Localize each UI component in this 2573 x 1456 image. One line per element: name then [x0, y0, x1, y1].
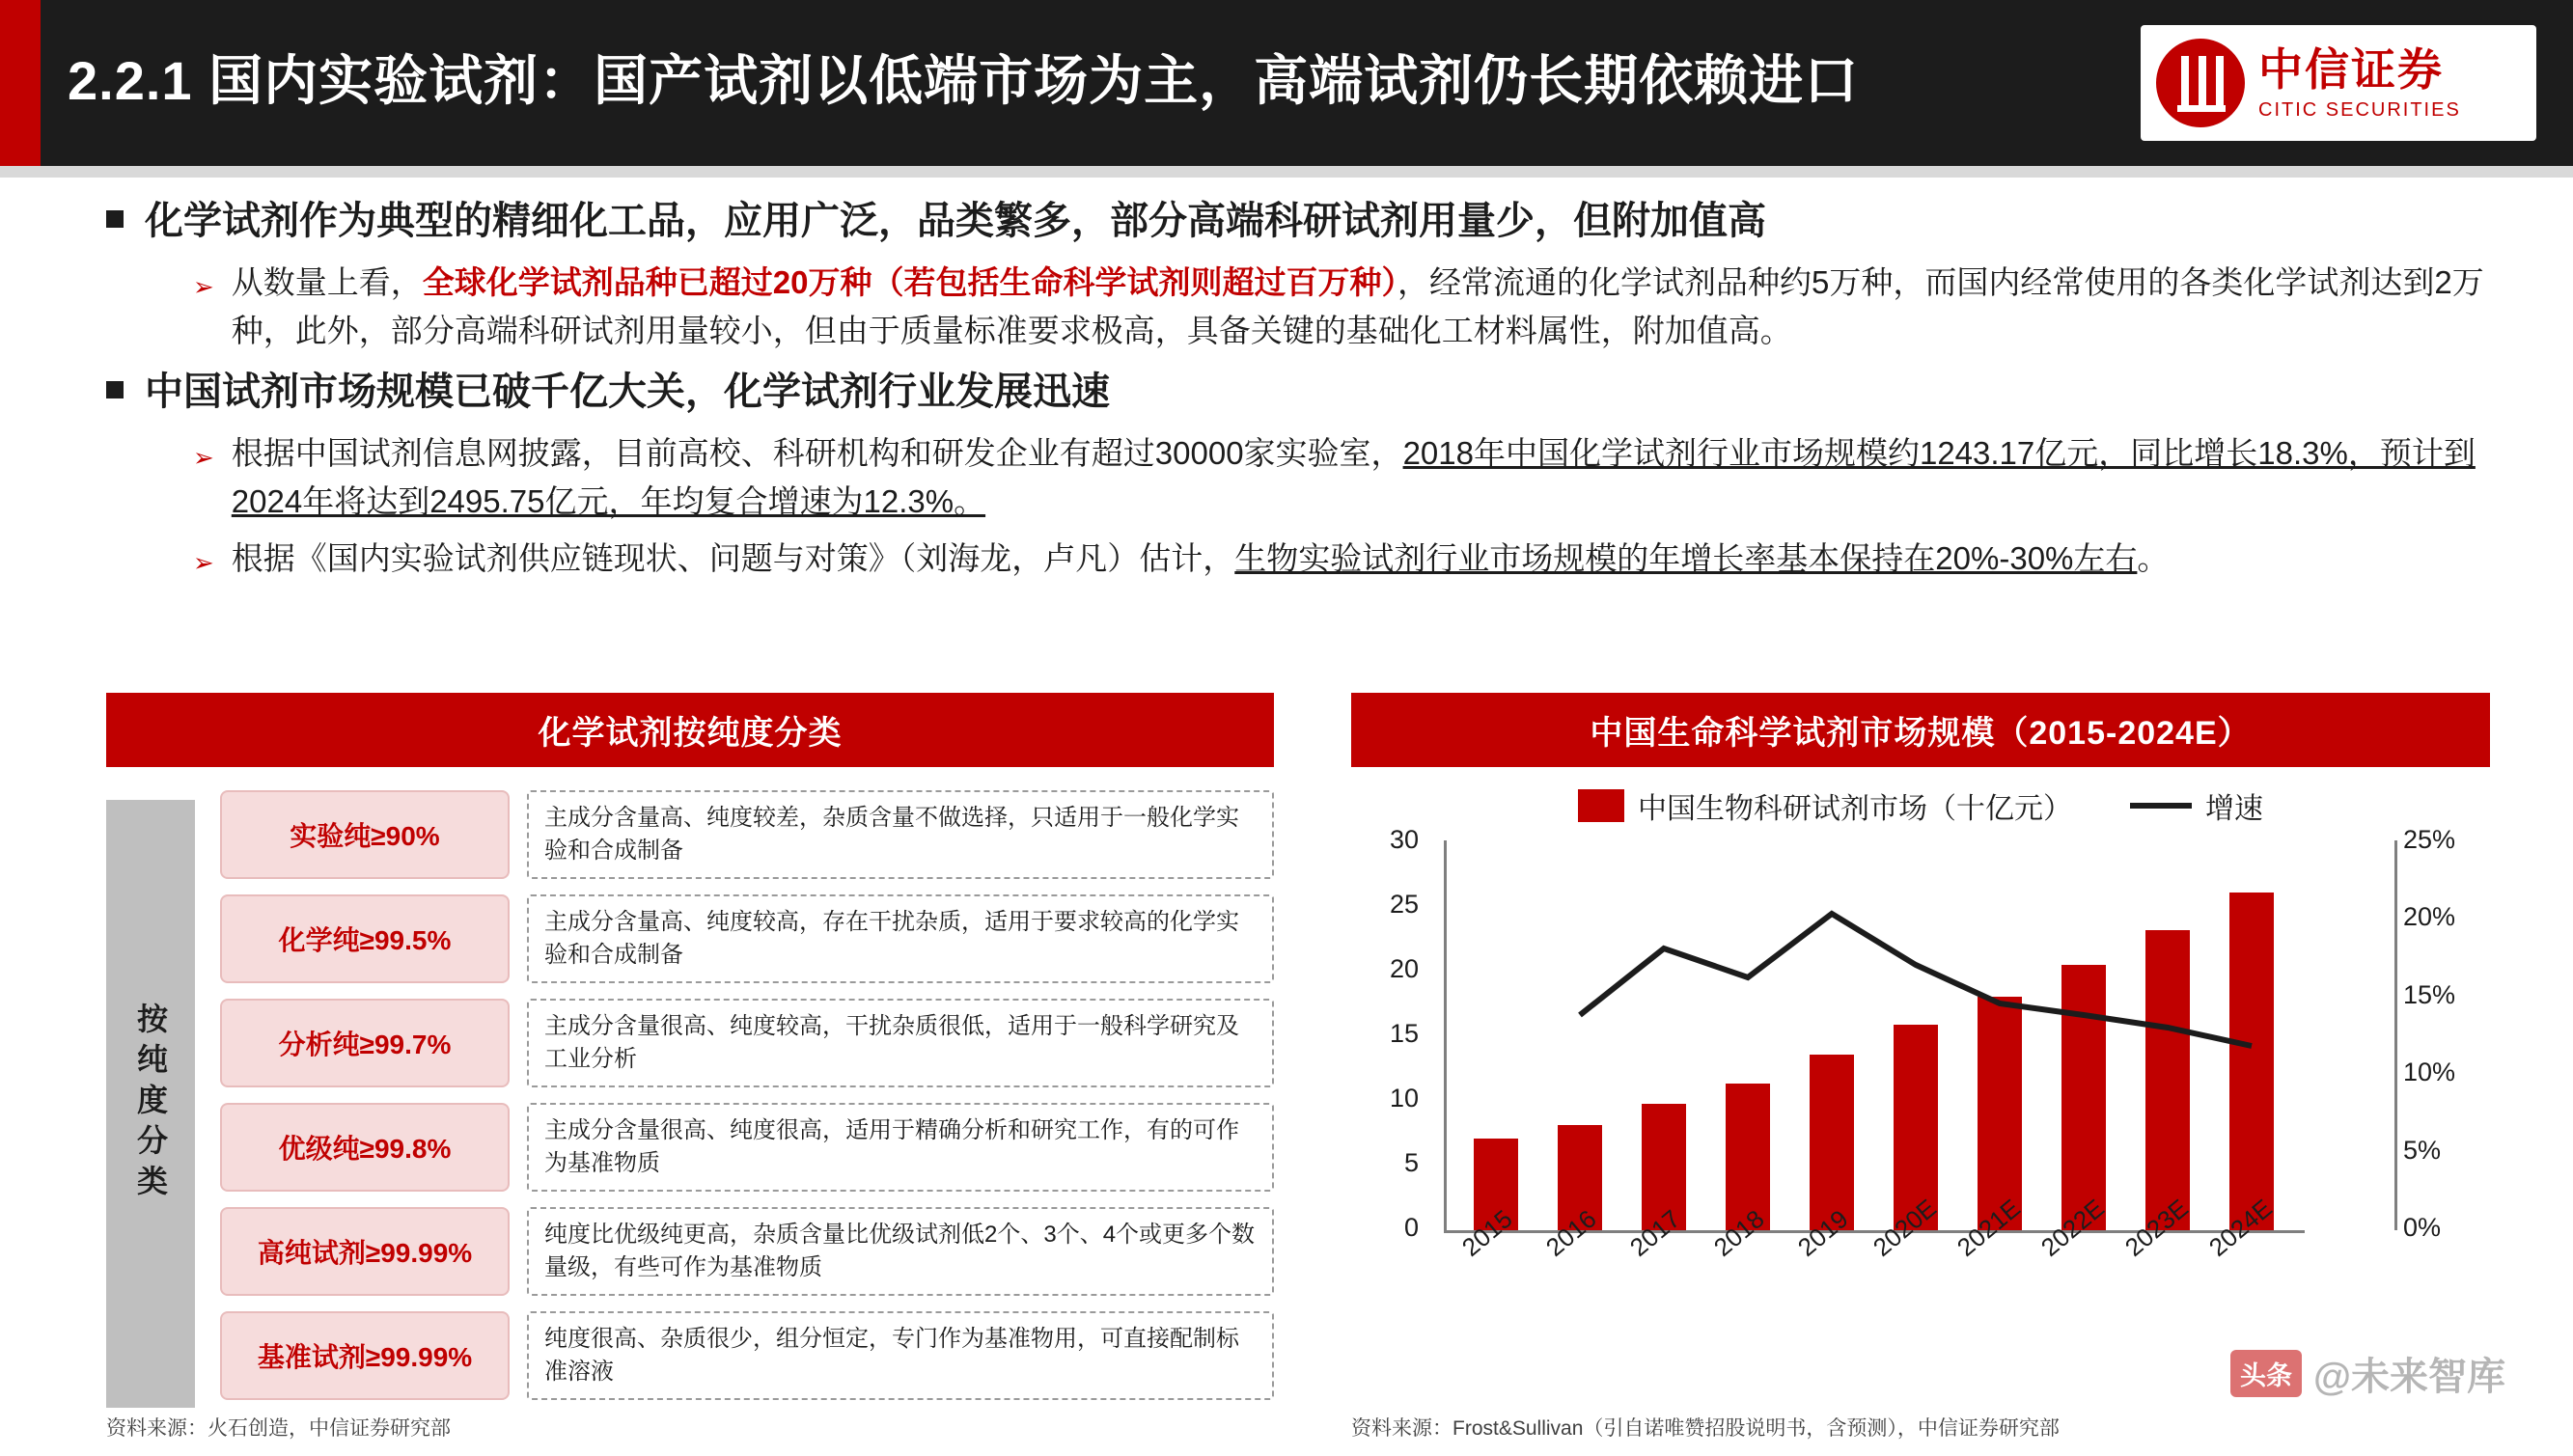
y2-axis-tick: 5%: [2403, 1136, 2442, 1165]
purity-row: [220, 999, 1274, 1087]
arrow-bullet-icon: ➢: [193, 272, 214, 301]
x-axis-labels: [1447, 1193, 2302, 1356]
purity-side-label: [106, 800, 195, 1408]
bullet-text: [232, 429, 2490, 525]
purity-description: 纯度比优级纯更高，杂质含量比优级试剂低2个、3个、4个或更多个数量级，有些可作为基准物质: [527, 1207, 1274, 1296]
x-axis-tick: 2021E: [1951, 1193, 2026, 1262]
citic-logo: [2141, 25, 2536, 141]
y-axis-tick: 30: [1389, 825, 1419, 854]
x-axis-tick: 2018: [1708, 1203, 1770, 1262]
chart-plot-area: [1351, 825, 2490, 1294]
header-accent-bar: [0, 0, 41, 166]
square-bullet-icon: [106, 210, 124, 228]
watermark: [2230, 1346, 2505, 1401]
bullet-suffix: ，经常流通的化学试剂品种约5万种，而国内经常使用的各类化学试剂达到2万种，此外，部分高端科研试剂用量较小，但由于质量标准要求极高，具备关键的基础化工材料属性，附加值高。: [231, 264, 2484, 348]
legend-item-line: [2130, 784, 2263, 827]
slide-header: [0, 0, 2573, 166]
y-axis-tick: 5: [1403, 1148, 1419, 1177]
purity-grade-chip: 基准试剂≥99.99%: [220, 1311, 510, 1400]
bullet-text: [232, 535, 2170, 583]
citic-logo-en: CITIC SECURITIES: [2258, 98, 2461, 121]
purity-grade-chip: 高纯试剂≥99.99%: [220, 1207, 510, 1296]
bullet-level2: [193, 535, 2490, 583]
chart-bars: [1447, 840, 2302, 1230]
y2-axis-tick: 15%: [2403, 980, 2456, 1009]
purity-grade-chip: 化学纯≥99.5%: [220, 894, 510, 983]
y2-axis-tick: 25%: [2403, 825, 2456, 854]
purity-grade-chip: 优级纯≥99.8%: [220, 1103, 510, 1192]
y2-axis-tick: 20%: [2403, 902, 2456, 931]
legend-bar-swatch: [1578, 789, 1624, 822]
chart-panel-title: 中国生命科学试剂市场规模（2015-2024E）: [1351, 693, 2490, 767]
purity-side-label-text: 按纯度分类: [133, 1003, 168, 1205]
growth-rate-line: [1447, 840, 2302, 1230]
bullet-level1: [106, 364, 2573, 420]
purity-grade-chip: 实验纯≥90%: [220, 790, 510, 879]
body-content: [0, 193, 2573, 592]
y2-axis-line: [2394, 840, 2397, 1230]
purity-diagram: [106, 790, 1274, 1456]
bullet-text: 化学试剂作为典型的精细化工品，应用广泛，品类繁多，部分高端科研试剂用量少，但附加值高: [145, 200, 1766, 242]
citic-logo-icon: [2156, 39, 2245, 127]
purity-description: 纯度很高、杂质很少，组分恒定，专门作为基准物用，可直接配制标准溶液: [527, 1311, 1274, 1400]
citic-logo-text: [2258, 44, 2461, 122]
purity-classification-panel: [106, 693, 1274, 1456]
y2-axis-tick: 10%: [2403, 1058, 2456, 1086]
bullet-level2: [193, 429, 2490, 525]
bullet-text: [232, 259, 2490, 354]
purity-panel-title: 化学试剂按纯度分类: [106, 693, 1274, 767]
citic-logo-cn: 中信证券: [2258, 44, 2444, 96]
chart-legend: [1351, 784, 2490, 827]
x-axis-tick: 2022E: [2035, 1193, 2110, 1262]
bullet-prefix: 根据《国内实验试剂供应链现状、问题与对策》（刘海龙，卢凡）估计，: [231, 540, 1235, 576]
purity-description: 主成分含量很高、纯度较高，干扰杂质很低，适用于一般科学研究及工业分析: [527, 999, 1274, 1087]
y2-axis-tick: 0%: [2403, 1213, 2442, 1242]
left-source-note: 资料来源：火石创造，中信证券研究部: [106, 1417, 451, 1440]
x-axis-tick: 2015: [1456, 1203, 1518, 1262]
bullet-text: 中国试剂市场规模已破千亿大关，化学试剂行业发展迅速: [145, 371, 1110, 413]
market-size-chart-panel: [1351, 693, 2490, 1450]
purity-grade-chip: 分析纯≥99.7%: [220, 999, 510, 1087]
square-bullet-icon: [106, 381, 124, 398]
x-axis-tick: 2016: [1540, 1203, 1602, 1262]
x-axis-tick: 2024E: [2203, 1193, 2278, 1262]
purity-rows: [220, 790, 1274, 1415]
bullet-suffix: 。: [2137, 540, 2170, 576]
y-axis-tick: 15: [1389, 1019, 1419, 1048]
y-axis-tick: 25: [1389, 890, 1419, 919]
x-axis-tick: 2019: [1792, 1203, 1854, 1262]
bullet-prefix: 从数量上看，: [231, 264, 423, 300]
purity-description: 主成分含量高、纯度较高，存在干扰杂质，适用于要求较高的化学实验和合成制备: [527, 894, 1274, 983]
y-axis-tick: 10: [1389, 1084, 1419, 1113]
y-axis-tick: 20: [1389, 954, 1419, 983]
purity-row: [220, 1207, 1274, 1296]
purity-row: [220, 1311, 1274, 1400]
purity-row: [220, 894, 1274, 983]
bullet-prefix: 根据中国试剂信息网披露，目前高校、科研机构和研发企业有超过30000家实验室，: [231, 435, 1403, 471]
bullet-level2: [193, 259, 2490, 354]
watermark-text: @未来智库: [2312, 1356, 2505, 1398]
page-title: 2.2.1 国内实验试剂：国产试剂以低端市场为主，高端试剂仍长期依赖进口: [68, 50, 1860, 111]
bullet-highlight: 全球化学试剂品种已超过20万种（若包括生命科学试剂则超过百万种）: [422, 264, 1398, 300]
bullet-level1: [106, 193, 2573, 249]
x-axis-tick: 2020E: [1868, 1193, 1942, 1262]
purity-description: 主成分含量很高、纯度很高，适用于精确分析和研究工作，有的可作为基准物质: [527, 1103, 1274, 1192]
header-divider: [0, 166, 2573, 178]
legend-line-swatch: [2130, 803, 2192, 809]
bullet-underlined: 2018年中国化学试剂行业市场规模约1243.17亿元，同比增长18.3%，预计到2024年将达到2495.75亿元，年均复合增速为12.3%。: [231, 435, 2476, 519]
watermark-badge: 头条: [2230, 1350, 2302, 1397]
legend-bar-label: 中国生物科研试剂市场（十亿元）: [1638, 793, 2072, 825]
legend-item-bar: [1578, 784, 2072, 827]
arrow-bullet-icon: ➢: [193, 548, 214, 577]
x-axis-tick: 2023E: [2119, 1193, 2194, 1262]
citic-logo-underline: [2177, 105, 2226, 112]
y-axis-tick: 0: [1403, 1213, 1419, 1242]
bullet-underlined: 生物实验试剂行业市场规模的年增长率基本保持在20%-30%左右: [1234, 540, 2138, 576]
purity-description: 主成分含量高、纯度较差，杂质含量不做选择，只适用于一般化学实验和合成制备: [527, 790, 1274, 879]
purity-row: [220, 790, 1274, 879]
x-axis-tick: 2017: [1624, 1203, 1686, 1262]
arrow-bullet-icon: ➢: [193, 443, 214, 472]
right-source-note: 资料来源：Frost&Sullivan（引自诺唯赞招股说明书，含预测），中信证券研究部: [1351, 1417, 2060, 1440]
legend-line-label: 增速: [2205, 793, 2263, 825]
purity-row: [220, 1103, 1274, 1192]
